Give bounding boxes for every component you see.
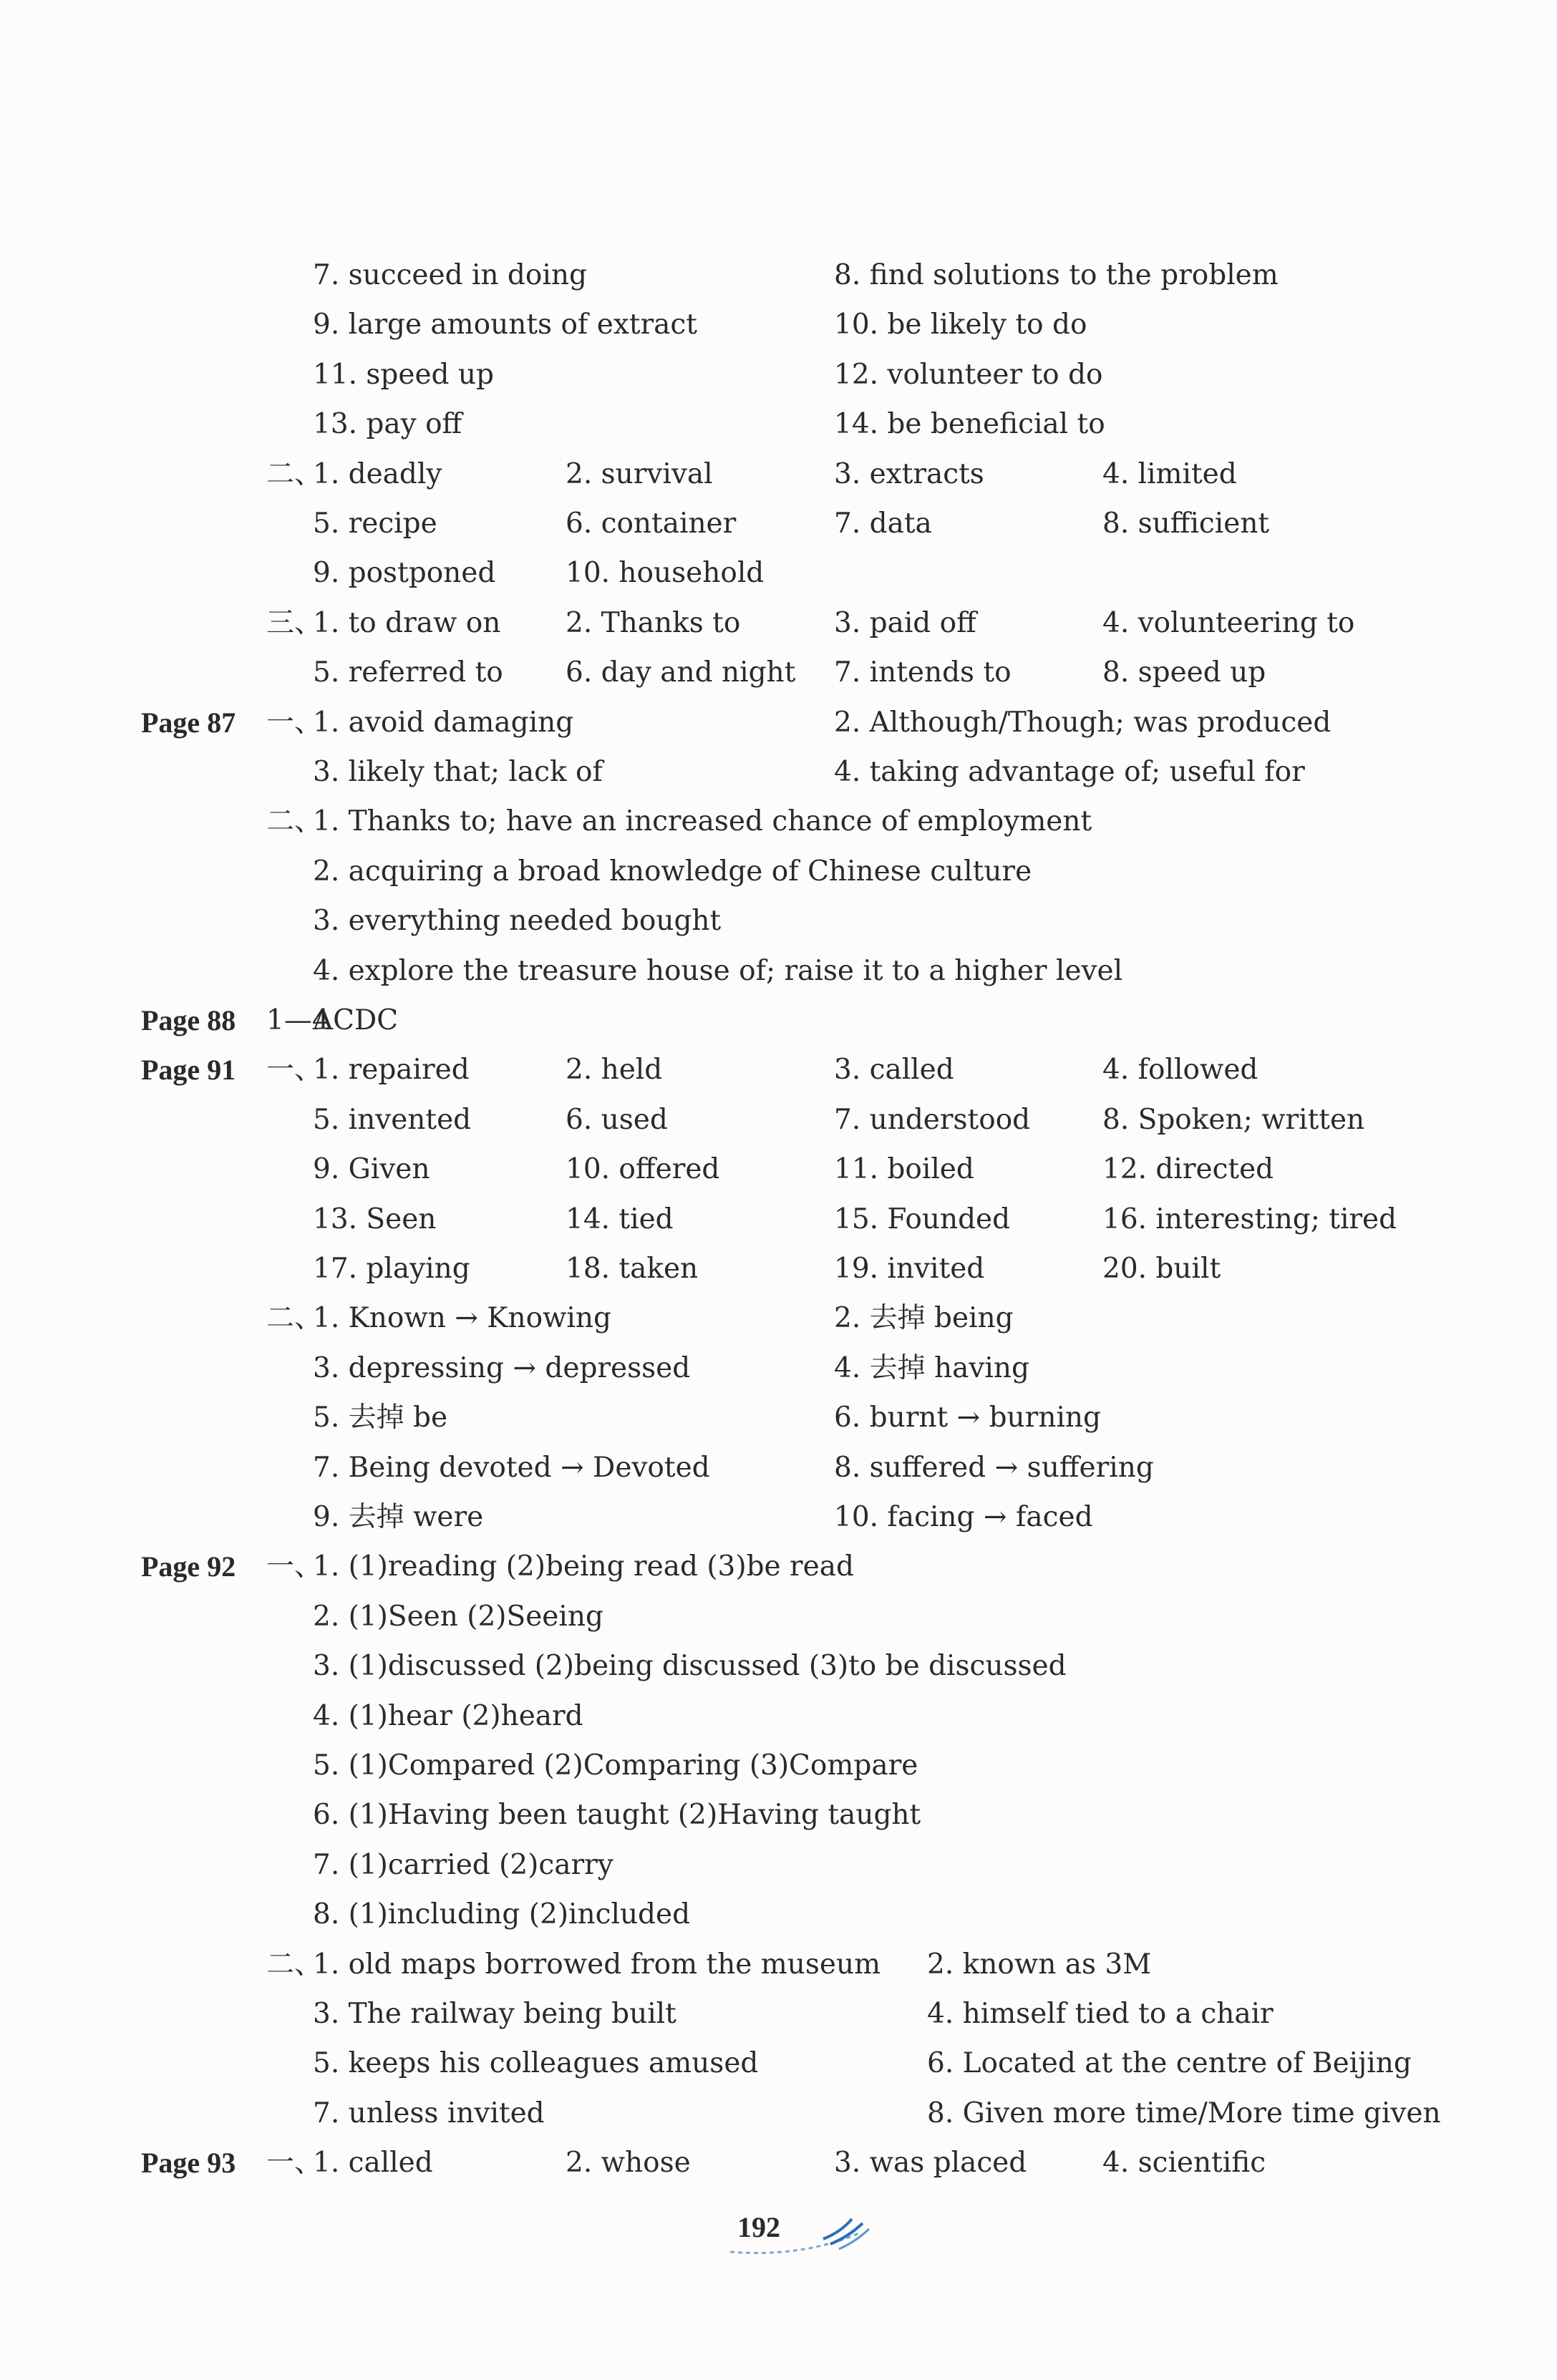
answer-line — [0, 648, 1557, 698]
section-marker: 二、 — [266, 1302, 323, 1335]
answer-item: 6. day and night — [566, 656, 796, 689]
answer-line — [0, 797, 1557, 847]
answer-item: 8. Given more time/More time given — [927, 2097, 1441, 2129]
answer-item: 7. data — [834, 507, 932, 540]
section-marker: 三、 — [266, 606, 323, 639]
section-marker: 二、 — [266, 1948, 323, 1981]
answer-item: 18. taken — [566, 1253, 699, 1285]
page-footer — [716, 2205, 881, 2262]
page-label: Page 88 — [141, 1004, 236, 1036]
answer-item: 8. suffered → suffering — [834, 1451, 1154, 1484]
answer-item: 2. 去掉 being — [834, 1302, 1014, 1335]
answer-line — [0, 1790, 1557, 1840]
answer-item: 8. (1)including (2)included — [313, 1898, 691, 1931]
answer-item: 1. deadly — [313, 457, 442, 490]
answer-item: 6. container — [566, 507, 737, 540]
answer-item: 2. held — [566, 1054, 663, 1087]
answer-item: 4. limited — [1102, 457, 1237, 490]
answer-item: 13. Seen — [313, 1203, 437, 1235]
answer-item: 3. called — [834, 1054, 954, 1087]
answer-item: 5. (1)Compared (2)Comparing (3)Compare — [313, 1749, 918, 1782]
answer-item: 4. volunteering to — [1102, 606, 1355, 639]
answer-line — [0, 1592, 1557, 1642]
answer-item: 4. (1)hear (2)heard — [313, 1699, 583, 1732]
section-marker: 一、 — [266, 1054, 323, 1087]
answer-item: 7. unless invited — [313, 2097, 545, 2129]
answer-item: 9. large amounts of extract — [313, 309, 697, 341]
answer-line — [0, 1443, 1557, 1493]
answer-item: 3. paid off — [834, 606, 976, 639]
answer-item: 7. understood — [834, 1103, 1031, 1136]
answer-item: 8. Spoken; written — [1102, 1103, 1365, 1136]
answer-line — [0, 1344, 1557, 1394]
answer-line — [0, 896, 1557, 946]
answer-line — [0, 1741, 1557, 1791]
answer-item: 5. invented — [313, 1103, 472, 1136]
answer-line — [0, 2089, 1557, 2139]
answer-line — [0, 300, 1557, 350]
answer-item: 6. Located at the centre of Beijing — [927, 2047, 1412, 2080]
answer-item: 10. be likely to do — [834, 309, 1087, 341]
answer-line — [0, 1542, 1557, 1592]
answer-line — [0, 1393, 1557, 1443]
answer-line — [0, 1492, 1557, 1543]
answer-line — [0, 1244, 1557, 1294]
answer-item: 1. Thanks to; have an increased chance of employment — [313, 805, 1092, 838]
answer-item: 2. Although/Though; was produced — [834, 706, 1332, 739]
section-marker: 二、 — [266, 805, 323, 838]
answer-item: 10. offered — [566, 1153, 720, 1186]
answer-line — [0, 350, 1557, 400]
answer-item: 10. household — [566, 557, 765, 590]
answer-item: 5. recipe — [313, 507, 437, 540]
answer-line — [0, 2039, 1557, 2089]
answer-item: 2. Thanks to — [566, 606, 741, 639]
answer-line — [0, 251, 1557, 301]
answer-item: 1. Known → Knowing — [313, 1302, 611, 1335]
answer-line — [0, 996, 1557, 1046]
answer-item: 7. succeed in doing — [313, 259, 587, 291]
answer-item: 5. referred to — [313, 656, 503, 689]
answer-item: 19. invited — [834, 1253, 985, 1285]
page-label: Page 91 — [141, 1054, 236, 1087]
answer-item: 11. boiled — [834, 1153, 974, 1186]
answer-item: 6. used — [566, 1103, 668, 1136]
answer-item: 4. 去掉 having — [834, 1351, 1029, 1384]
answer-line — [0, 1890, 1557, 1940]
answer-line — [0, 1045, 1557, 1095]
answer-line — [0, 1940, 1557, 1990]
section-marker: 1—4 — [266, 1004, 330, 1036]
answer-item: 12. volunteer to do — [834, 358, 1103, 391]
answer-item: 5. keeps his colleagues amused — [313, 2047, 759, 2080]
answer-line — [0, 499, 1557, 549]
answer-item: 1. old maps borrowed from the museum — [313, 1948, 881, 1981]
answer-item: 4. explore the treasure house of; raise it to a higher level — [313, 954, 1123, 987]
answer-item: ACDC — [313, 1004, 399, 1036]
answer-line — [0, 1293, 1557, 1344]
answer-item: 4. followed — [1102, 1054, 1258, 1087]
answer-line — [0, 946, 1557, 996]
answer-item: 13. pay off — [313, 408, 462, 441]
answer-item: 3. The railway being built — [313, 1998, 676, 2030]
answer-item: 12. directed — [1102, 1153, 1274, 1186]
page-label: Page 93 — [141, 2147, 236, 2180]
answer-item: 9. postponed — [313, 557, 496, 590]
answer-line — [0, 1095, 1557, 1145]
page-number: 192 — [737, 2211, 780, 2243]
section-marker: 一、 — [266, 2147, 323, 2180]
answer-item: 9. 去掉 were — [313, 1501, 484, 1533]
section-marker: 一、 — [266, 706, 323, 739]
answer-item: 3. everything needed bought — [313, 905, 722, 938]
answer-item: 14. be beneficial to — [834, 408, 1105, 441]
page-label: Page 87 — [141, 706, 236, 739]
answer-item: 2. known as 3M — [927, 1948, 1152, 1981]
section-marker: 二、 — [266, 457, 323, 490]
answer-item: 7. Being devoted → Devoted — [313, 1451, 710, 1484]
page-label: Page 92 — [141, 1550, 236, 1583]
answer-item: 14. tied — [566, 1203, 674, 1235]
answer-item: 1. avoid damaging — [313, 706, 574, 739]
answer-item: 7. intends to — [834, 656, 1012, 689]
answer-item: 7. (1)carried (2)carry — [313, 1848, 613, 1881]
answer-item: 1. called — [313, 2147, 433, 2180]
answer-item: 17. playing — [313, 1253, 470, 1285]
answer-line — [0, 1691, 1557, 1742]
answer-item: 9. Given — [313, 1153, 430, 1186]
answer-item: 3. likely that; lack of — [313, 756, 603, 788]
answer-item: 1. (1)reading (2)being read (3)be read — [313, 1550, 854, 1583]
answer-item: 2. survival — [566, 457, 713, 490]
answer-line — [0, 1195, 1557, 1245]
answer-line — [0, 598, 1557, 649]
answer-line — [0, 399, 1557, 450]
answer-item: 4. taking advantage of; useful for — [834, 756, 1305, 788]
answer-line — [0, 2138, 1557, 2188]
answer-line — [0, 847, 1557, 897]
section-marker: 一、 — [266, 1550, 323, 1583]
answer-item: 16. interesting; tired — [1102, 1203, 1397, 1235]
answer-item: 3. was placed — [834, 2147, 1027, 2180]
answer-item: 20. built — [1102, 1253, 1221, 1285]
answer-item: 10. facing → faced — [834, 1501, 1093, 1533]
answer-item: 3. depressing → depressed — [313, 1351, 691, 1384]
answer-item: 6. (1)Having been taught (2)Having taught — [313, 1799, 921, 1832]
answer-line — [0, 698, 1557, 748]
answer-item: 3. extracts — [834, 457, 984, 490]
answer-line — [0, 1641, 1557, 1691]
answer-item: 11. speed up — [313, 358, 495, 391]
answer-item: 4. himself tied to a chair — [927, 1998, 1274, 2030]
answer-item: 2. whose — [566, 2147, 691, 2180]
answer-line — [0, 1840, 1557, 1890]
answer-item: 15. Founded — [834, 1203, 1011, 1235]
answer-item: 1. repaired — [313, 1054, 470, 1087]
answer-line — [0, 548, 1557, 598]
answer-line — [0, 747, 1557, 797]
answer-item: 2. (1)Seen (2)Seeing — [313, 1600, 603, 1633]
answer-item: 5. 去掉 be — [313, 1402, 448, 1434]
answer-item: 4. scientific — [1102, 2147, 1266, 2180]
answer-line — [0, 1989, 1557, 2039]
answer-line — [0, 1145, 1557, 1195]
answer-item: 2. acquiring a broad knowledge of Chinese culture — [313, 855, 1032, 888]
answer-item: 8. speed up — [1102, 656, 1266, 689]
answer-line — [0, 450, 1557, 500]
answer-item: 8. sufficient — [1102, 507, 1270, 540]
answer-item: 1. to draw on — [313, 606, 501, 639]
answer-item: 6. burnt → burning — [834, 1402, 1101, 1434]
answer-item: 8. find solutions to the problem — [834, 259, 1279, 291]
answer-item: 3. (1)discussed (2)being discussed (3)to be discussed — [313, 1650, 1067, 1683]
